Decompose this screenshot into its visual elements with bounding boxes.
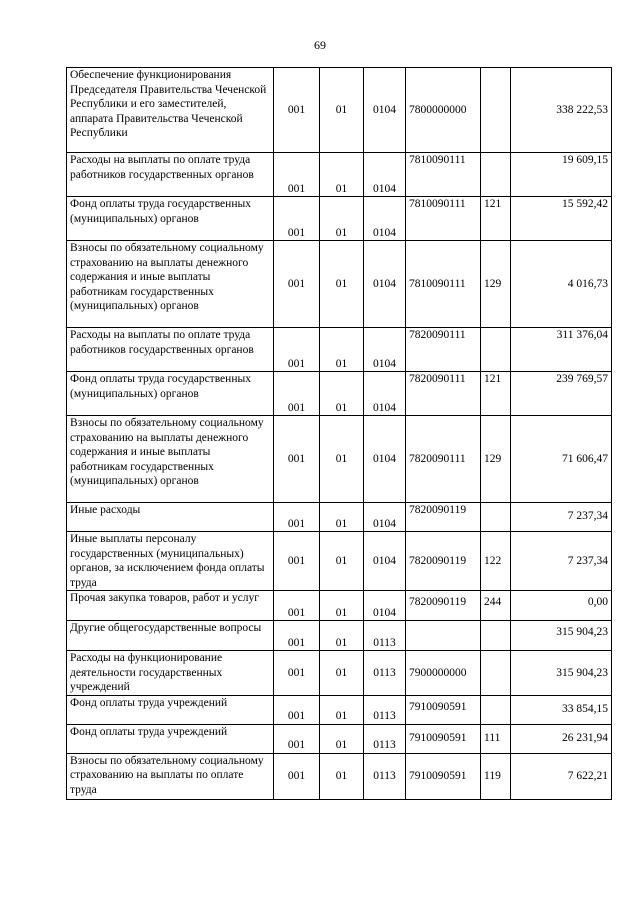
row-section-code: 01 [320, 197, 364, 241]
row-admin-code: 001 [274, 153, 320, 197]
row-expense-type: 121 [481, 197, 511, 241]
row-section-code: 01 [320, 241, 364, 328]
row-expense-type [481, 153, 511, 197]
row-subsection-code: 0104 [364, 68, 406, 153]
row-target-code: 7820090119 [406, 503, 481, 532]
table-row [67, 372, 612, 416]
row-expense-type [481, 68, 511, 153]
row-target-code: 7910090591 [406, 724, 481, 753]
table-row [67, 416, 612, 503]
table-row [67, 503, 612, 532]
row-target-code: 7810090111 [406, 153, 481, 197]
row-expense-type: 122 [481, 532, 511, 591]
row-name: Обеспечение функционирования Председателя Правительства Чеченской Республики и его заместителей, аппарата Правительства Чеченской Республики [67, 68, 274, 153]
row-admin-code: 001 [274, 532, 320, 591]
row-amount: 311 376,04 [511, 328, 612, 372]
row-expense-type [481, 695, 511, 724]
row-section-code: 01 [320, 153, 364, 197]
row-expense-type [481, 651, 511, 696]
row-section-code: 01 [320, 328, 364, 372]
row-amount: 7 622,21 [511, 753, 612, 799]
row-section-code: 01 [320, 724, 364, 753]
row-subsection-code: 0104 [364, 153, 406, 197]
row-subsection-code: 0104 [364, 372, 406, 416]
row-admin-code: 001 [274, 753, 320, 799]
row-name: Взносы по обязательному социальному страхованию на выплаты денежного содержания и иные выплаты работникам государственных (муниципальных) органов [67, 416, 274, 503]
row-target-code: 7810090111 [406, 197, 481, 241]
row-amount: 71 606,47 [511, 416, 612, 503]
row-target-code: 7800000000 [406, 68, 481, 153]
row-name: Фонд оплаты труда государственных (муниципальных) органов [67, 197, 274, 241]
row-admin-code: 001 [274, 724, 320, 753]
row-section-code: 01 [320, 591, 364, 621]
table-row [67, 621, 612, 651]
row-subsection-code: 0104 [364, 591, 406, 621]
row-admin-code: 001 [274, 591, 320, 621]
row-section-code: 01 [320, 503, 364, 532]
table-row [67, 68, 612, 153]
row-expense-type: 119 [481, 753, 511, 799]
table-row [67, 695, 612, 724]
row-section-code: 01 [320, 753, 364, 799]
row-subsection-code: 0104 [364, 416, 406, 503]
row-amount: 239 769,57 [511, 372, 612, 416]
row-target-code: 7820090111 [406, 372, 481, 416]
row-subsection-code: 0113 [364, 753, 406, 799]
row-target-code [406, 621, 481, 651]
row-expense-type: 244 [481, 591, 511, 621]
row-target-code: 7820090119 [406, 532, 481, 591]
row-target-code: 7820090119 [406, 591, 481, 621]
row-expense-type: 129 [481, 416, 511, 503]
row-subsection-code: 0113 [364, 724, 406, 753]
row-amount: 7 237,34 [511, 503, 612, 532]
page-number: 69 [314, 38, 326, 52]
row-name: Иные выплаты персоналу государственных (муниципальных) органов, за исключением фонда оплаты труда [67, 532, 274, 591]
row-name: Иные расходы [67, 503, 274, 532]
row-subsection-code: 0104 [364, 503, 406, 532]
row-name: Фонд оплаты труда учреждений [67, 724, 274, 753]
row-amount: 0,00 [511, 591, 612, 621]
row-section-code: 01 [320, 695, 364, 724]
row-target-code: 7910090591 [406, 753, 481, 799]
row-amount: 26 231,94 [511, 724, 612, 753]
row-section-code: 01 [320, 68, 364, 153]
row-admin-code: 001 [274, 416, 320, 503]
row-amount: 338 222,53 [511, 68, 612, 153]
row-name: Фонд оплаты труда учреждений [67, 695, 274, 724]
row-subsection-code: 0104 [364, 241, 406, 328]
row-amount: 4 016,73 [511, 241, 612, 328]
table-row [67, 532, 612, 591]
row-name: Расходы на выплаты по оплате труда работников государственных органов [67, 153, 274, 197]
row-subsection-code: 0104 [364, 532, 406, 591]
row-admin-code: 001 [274, 197, 320, 241]
row-name: Расходы на функционирование деятельности государственных учреждений [67, 651, 274, 696]
row-name: Взносы по обязательному социальному страхованию на выплаты денежного содержания и иные выплаты работникам государственных (муниципальных) органов [67, 241, 274, 328]
row-target-code: 7910090591 [406, 695, 481, 724]
row-amount: 19 609,15 [511, 153, 612, 197]
table-row [67, 328, 612, 372]
row-expense-type: 121 [481, 372, 511, 416]
row-amount: 315 904,23 [511, 621, 612, 651]
row-admin-code: 001 [274, 328, 320, 372]
row-expense-type [481, 328, 511, 372]
row-admin-code: 001 [274, 503, 320, 532]
row-admin-code: 001 [274, 241, 320, 328]
row-expense-type [481, 621, 511, 651]
row-target-code: 7820090111 [406, 328, 481, 372]
row-section-code: 01 [320, 416, 364, 503]
row-admin-code: 001 [274, 621, 320, 651]
row-expense-type [481, 503, 511, 532]
row-admin-code: 001 [274, 68, 320, 153]
row-target-code: 7810090111 [406, 241, 481, 328]
row-subsection-code: 0113 [364, 695, 406, 724]
row-target-code: 7820090111 [406, 416, 481, 503]
row-subsection-code: 0113 [364, 651, 406, 696]
row-name: Прочая закупка товаров, работ и услуг [67, 591, 274, 621]
row-admin-code: 001 [274, 372, 320, 416]
table-row [67, 153, 612, 197]
row-section-code: 01 [320, 621, 364, 651]
row-subsection-code: 0104 [364, 328, 406, 372]
row-amount: 33 854,15 [511, 695, 612, 724]
row-amount: 7 237,34 [511, 532, 612, 591]
table-row [67, 724, 612, 753]
table-row [67, 197, 612, 241]
table-row [67, 651, 612, 696]
row-section-code: 01 [320, 372, 364, 416]
row-subsection-code: 0113 [364, 621, 406, 651]
row-name: Другие общегосударственные вопросы [67, 621, 274, 651]
row-section-code: 01 [320, 532, 364, 591]
row-target-code: 7900000000 [406, 651, 481, 696]
row-name: Фонд оплаты труда государственных (муниципальных) органов [67, 372, 274, 416]
table-row [67, 241, 612, 328]
table-row [67, 753, 612, 799]
row-amount: 315 904,23 [511, 651, 612, 696]
row-section-code: 01 [320, 651, 364, 696]
row-amount: 15 592,42 [511, 197, 612, 241]
budget-table [66, 67, 612, 800]
row-name: Взносы по обязательному социальному страхованию на выплаты по оплате труда [67, 753, 274, 799]
row-subsection-code: 0104 [364, 197, 406, 241]
row-admin-code: 001 [274, 695, 320, 724]
row-admin-code: 001 [274, 651, 320, 696]
row-expense-type: 129 [481, 241, 511, 328]
row-name: Расходы на выплаты по оплате труда работников государственных органов [67, 328, 274, 372]
row-expense-type: 111 [481, 724, 511, 753]
table-row [67, 591, 612, 621]
